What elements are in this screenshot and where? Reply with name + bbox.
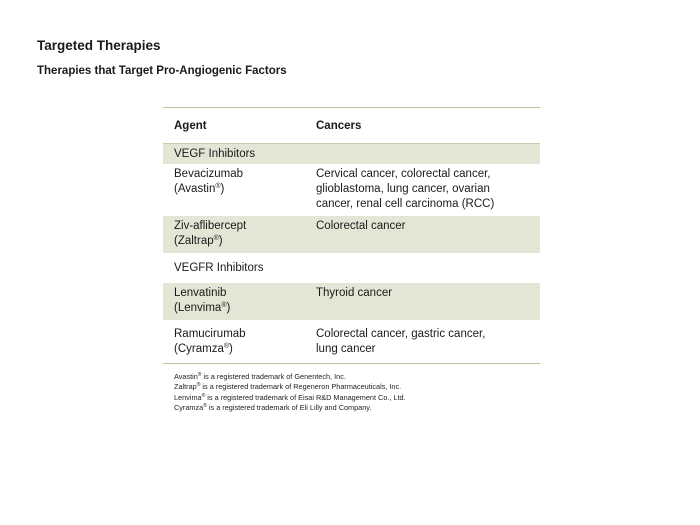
cancers-cell [316, 167, 540, 212]
cancers-line: lung cancer [316, 343, 376, 355]
table-row [163, 164, 540, 216]
agent-cell [163, 167, 316, 212]
table-row [163, 283, 540, 320]
agent-brand: (Zaltrap®) [174, 235, 223, 247]
page-title: Targeted Therapies [37, 38, 161, 53]
agent-cell [163, 219, 316, 249]
agent-cell [163, 327, 316, 357]
cancers-line: Thyroid cancer [316, 287, 393, 299]
agent-brand: (Avastin®) [174, 183, 225, 195]
agent-name: Ziv-aflibercept [174, 220, 247, 232]
cancers-line: cancer, renal cell carcinoma (RCC) [316, 198, 495, 210]
table-row [163, 320, 540, 363]
cancers-line: Colorectal cancer, gastric cancer, [316, 328, 486, 340]
footnote: Avastin® is a registered trademark of Genentech, Inc. [174, 372, 346, 381]
header-agent: Agent [174, 120, 207, 132]
cancers-line: Cervical cancer, colorectal cancer, [316, 168, 491, 180]
therapies-table [163, 107, 540, 364]
agent-name: Lenvatinib [174, 287, 227, 299]
table-bottom-rule [163, 363, 540, 364]
header-cancers: Cancers [316, 120, 362, 132]
footnotes [174, 372, 406, 413]
agent-name: Ramucirumab [174, 328, 246, 340]
footnote: Zaltrap® is a registered trademark of Regeneron Pharmaceuticals, Inc. [174, 382, 402, 392]
cancers-line: Colorectal cancer [316, 220, 406, 232]
section-label: VEGFR Inhibitors [174, 262, 264, 274]
footnote: Lenvima® is a registered trademark of Eisai R&D Management Co., Ltd. [174, 392, 406, 402]
section-label: VEGF Inhibitors [174, 148, 256, 160]
section-row-vegfr [163, 253, 540, 283]
agent-cell [163, 286, 316, 316]
agent-brand: (Lenvima®) [174, 302, 231, 314]
agent-brand: (Cyramza®) [174, 343, 233, 355]
table-row [163, 216, 540, 253]
cancers-line: glioblastoma, lung cancer, ovarian [316, 183, 490, 195]
table-header-row [163, 108, 540, 143]
cancers-cell [316, 327, 540, 357]
cancers-cell [316, 219, 540, 249]
cancers-cell [316, 286, 540, 316]
page-subtitle: Therapies that Target Pro-Angiogenic Factors [37, 65, 287, 77]
agent-name: Bevacizumab [174, 168, 244, 180]
footnote: Cyramza® is a registered trademark of Eli Lilly and Company. [174, 402, 372, 412]
section-row-vegf [163, 144, 540, 164]
